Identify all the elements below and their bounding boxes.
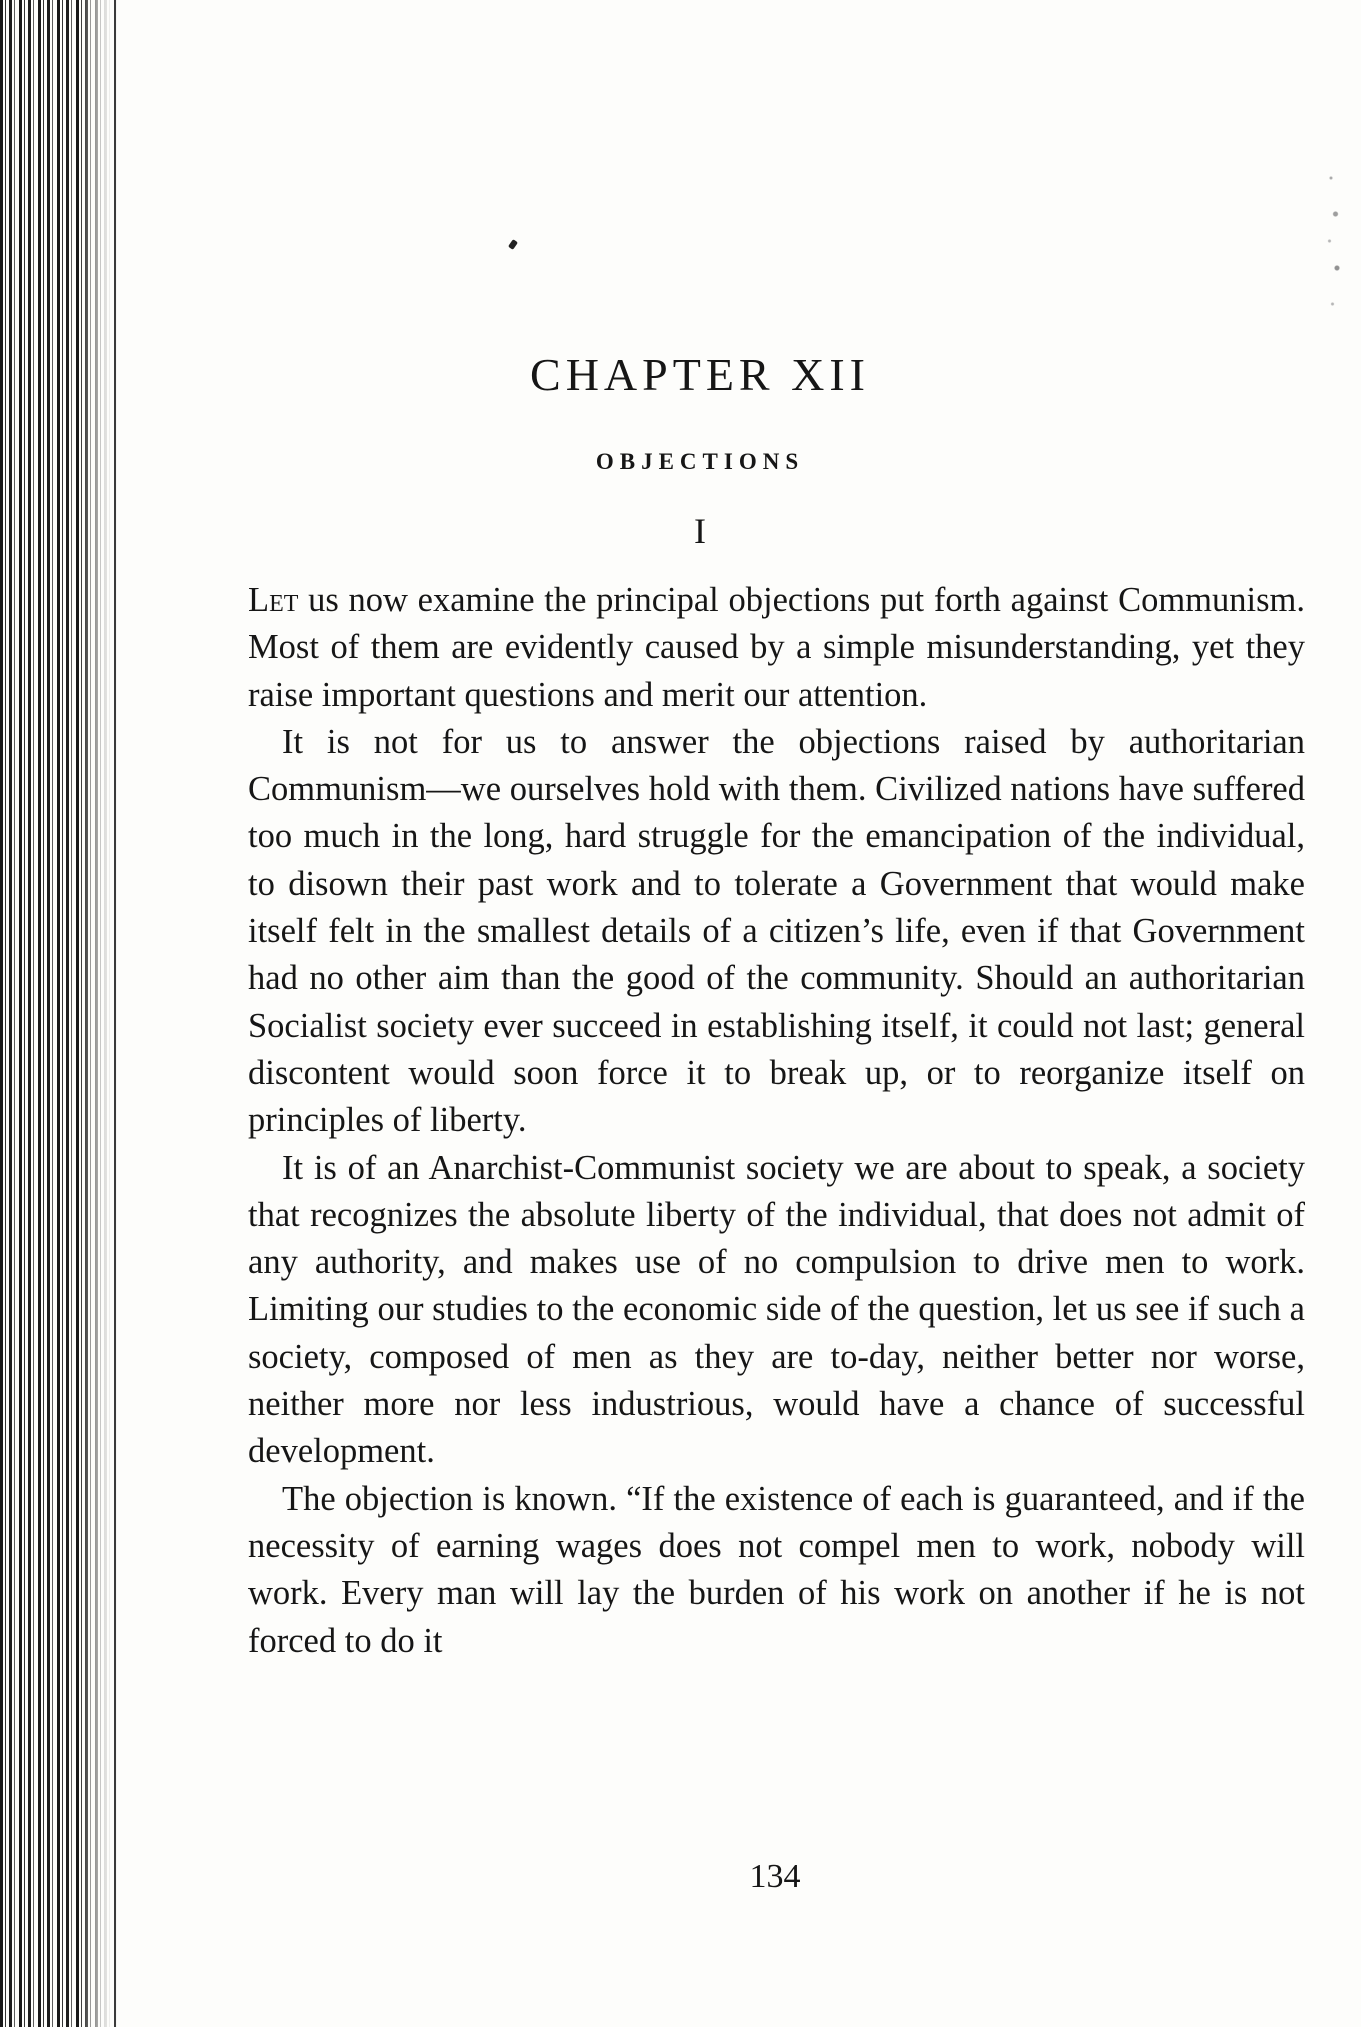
chapter-title: CHAPTER XII xyxy=(530,349,870,400)
scan-mark xyxy=(508,239,518,250)
paragraph-3: It is of an Anarchist-Communist society we are about to speak, a society that recognizes the absolute liberty of the individual, that does not admit of any authority, and makes use of no compulsion to drive men to work. Limiting our studies to the economic side of the question, let us see if such a society, composed of men as they are to-day, neither better nor worse, neither more nor less industrious, would have a chance of successful development. xyxy=(248,1148,1305,1471)
scan-specks xyxy=(1319,160,1349,340)
paragraph-4: The objection is known. “If the existence of each is guaranteed, and if the necessity of earning wages does not compel men to work, nobody will work. Every man will lay the burden of his work on another if he is not forced to do it xyxy=(248,1479,1305,1660)
section-title: OBJECTIONS xyxy=(595,449,805,474)
body-text xyxy=(248,577,1305,1665)
section-number: I xyxy=(694,511,706,551)
paragraph-lead: Let xyxy=(248,581,299,619)
paragraph-2: It is not for us to answer the objections raised by authoritarian Communism—we ourselves hold with them. Civilized nations have suffered too much in the long, hard struggle for the emancipation of the individual, to disown their past work and to tolerate a Government that would make itself felt in the smallest details of a citizen’s life, even if that Government had no other aim than the good of the community. Should an authoritarian Socialist society ever succeed in establishing itself, it could not last; general discontent would soon force it to break up, or to reorganize itself on principles of liberty. xyxy=(248,722,1305,1140)
page-number: 134 xyxy=(749,1858,801,1895)
paragraph-1-text: us now examine the principal objections put forth against Communism. Most of them are evidently caused by a simple misunderstanding, yet they raise important questions and merit our attention. xyxy=(248,581,1305,714)
binding-line xyxy=(114,0,116,2027)
paragraph-1 xyxy=(248,577,1305,719)
